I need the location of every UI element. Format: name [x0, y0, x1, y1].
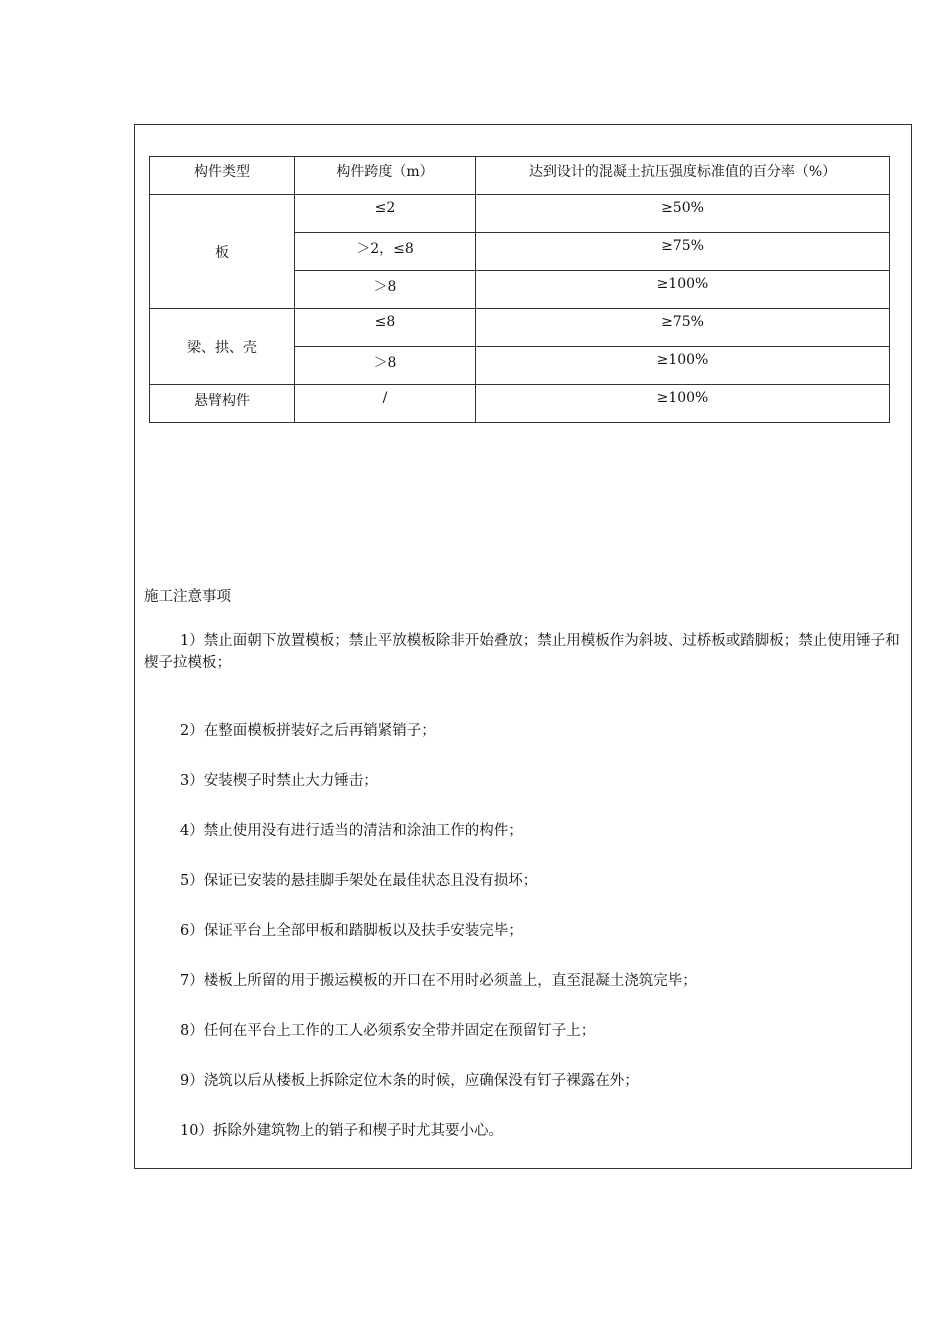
cell-span: ＞2，≤8	[295, 233, 476, 271]
cell-span: ＞8	[295, 347, 476, 385]
cell-span: ＞8	[295, 271, 476, 309]
cell-span: ≤2	[295, 195, 476, 233]
cell-component-type: 板	[150, 195, 295, 309]
header-component-span: 构件跨度（m）	[295, 157, 476, 195]
table-header-row	[150, 157, 890, 195]
table-row	[150, 385, 890, 423]
cell-span: /	[295, 385, 476, 423]
header-component-type: 构件类型	[150, 157, 295, 195]
cell-percent: ≥50%	[476, 195, 890, 233]
cell-percent: ≥75%	[476, 309, 890, 347]
note-item: 9）浇筑以后从楼板上拆除定位木条的时候，应确保没有钉子裸露在外；	[180, 1073, 639, 1089]
cell-percent: ≥100%	[476, 271, 890, 309]
note-item: 5）保证已安装的悬挂脚手架处在最佳状态且没有损坏；	[180, 873, 538, 889]
note-item: 1）禁止面朝下放置模板；禁止平放模板除非开始叠放；禁止用模板作为斜坡、过桥板或踏脚板；禁止使用锤子和楔子拉模板；	[144, 633, 900, 671]
note-item: 7）楼板上所留的用于搬运模板的开口在不用时必须盖上，直至混凝土浇筑完毕；	[180, 973, 697, 989]
note-item: 10）拆除外建筑物上的销子和楔子时尤其要小心。	[180, 1123, 503, 1139]
note-item: 6）保证平台上全部甲板和踏脚板以及扶手安装完毕；	[180, 923, 523, 939]
note-item: 4）禁止使用没有进行适当的清洁和涂油工作的构件；	[180, 823, 523, 839]
note-item: 2）在整面模板拼装好之后再销紧销子；	[180, 723, 436, 739]
notes-title: 施工注意事项	[144, 589, 231, 605]
cell-percent: ≥100%	[476, 347, 890, 385]
table-row	[150, 309, 890, 347]
cell-percent: ≥75%	[476, 233, 890, 271]
note-item: 8）任何在平台上工作的工人必须系安全带并固定在预留钉子上；	[180, 1023, 596, 1039]
cell-component-type: 梁、拱、壳	[150, 309, 295, 385]
cell-span: ≤8	[295, 309, 476, 347]
cell-component-type: 悬臂构件	[150, 385, 295, 423]
header-strength-percent: 达到设计的混凝土抗压强度标准值的百分率（%）	[476, 157, 890, 195]
table-row	[150, 195, 890, 233]
formwork-removal-strength-table	[149, 156, 890, 423]
cell-percent: ≥100%	[476, 385, 890, 423]
note-item: 3）安装楔子时禁止大力锤击；	[180, 773, 378, 789]
